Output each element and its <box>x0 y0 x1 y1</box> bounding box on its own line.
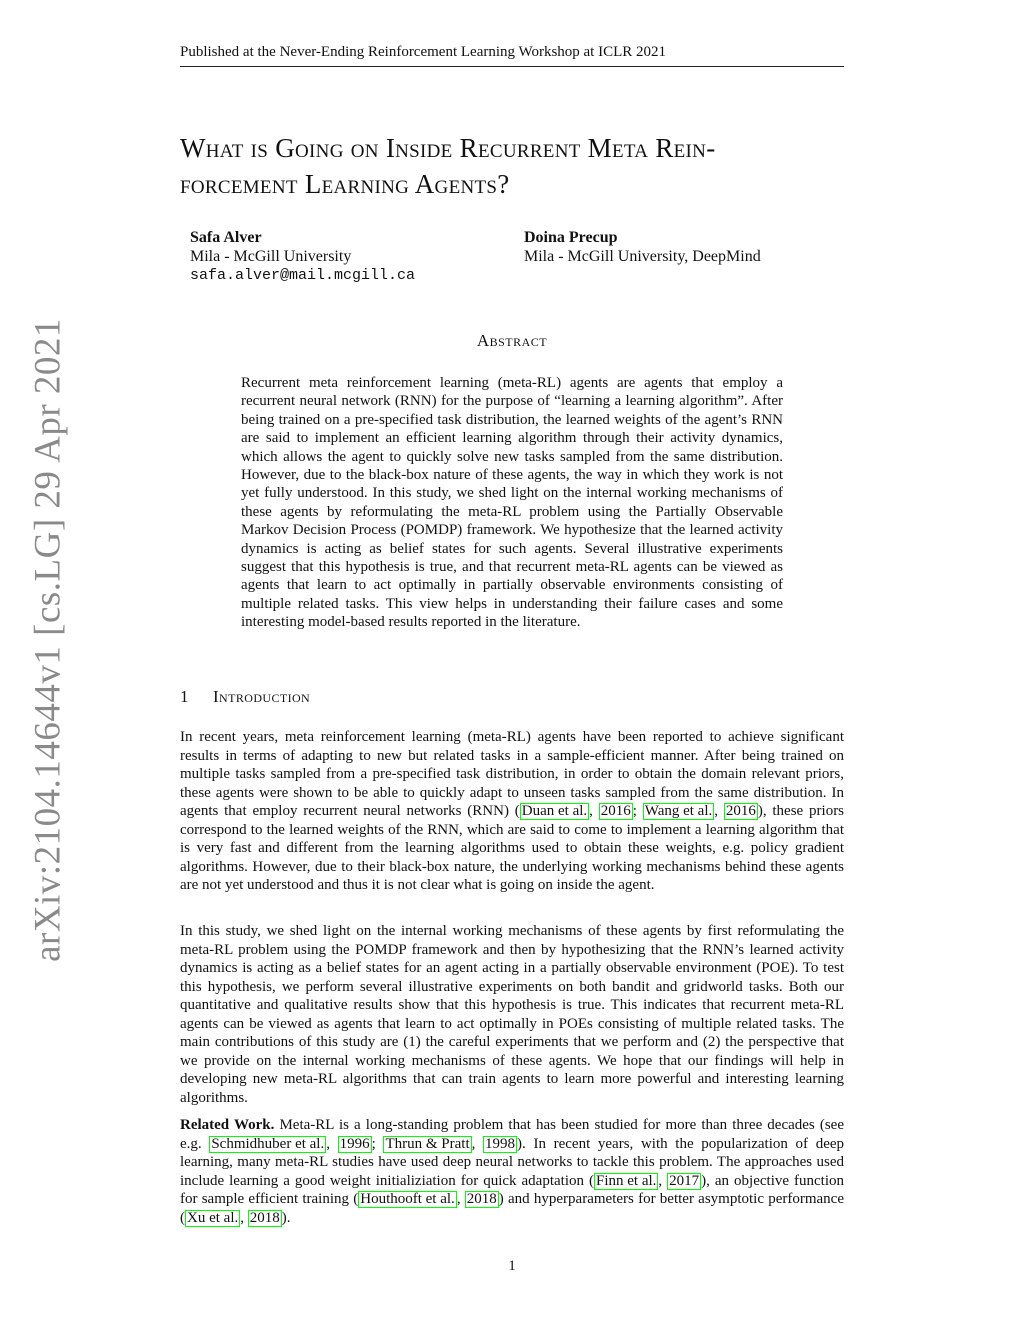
page-number: 1 <box>508 1258 516 1274</box>
citation-link[interactable]: Xu et al. <box>187 1209 239 1226</box>
citation-separator: , <box>456 1191 465 1207</box>
paragraph-text: In recent years, meta reinforcement learning (meta-RL) agents have been reported to achieve significant results in terms of adapting to new but related tasks in a sample-efficient manner. After being trained on multiple tasks sampled from a pre-specified task distribution, in order to obtain the domain relevant priors, these agents were shown to be able to quickly adapt to unseen tasks sampled from the same distribution. In agents that employ recurrent neural networks (RNN) ( <box>180 729 844 819</box>
citation-link[interactable]: 2017 <box>669 1172 700 1189</box>
paragraph-text: In this study, we shed light on the internal working mechanisms of these agents by first reformulating the meta-RL problem using the POMDP framework and then by hypothesizing that the RNN’s learned activity dynamics is acting as a belief states for an agent acting in a partially observable environment (POE). To test this hypothesis, we perform several illustrative experiments on both bandit and gridworld tasks. Both our quantitative and qualitative results show that this hypothesis is true. This indicates that recurrent meta-RL agents can be viewed as agents that learn to act optimally in POEs consisting of multiple related tasks. The main contributions of this study are (1) the careful experiments that we perform and (2) the perspective that we provide on the internal working mechanisms of these agents. We hope that our findings will help in developing new meta-RL algorithms that can train agents to learn more powerful and interesting learning algorithms. <box>180 923 844 1106</box>
citation-link[interactable]: Wang et al. <box>644 803 713 819</box>
paragraph-text: ), these priors correspond to the learned weights of the RNN, which are said to come to implement a learning algorithm that is very fast and different from the learning algorithms used to obtain these weights, e.g. policy gradient algorithms. However, due to their black-box nature, the underlying working mechanisms behind these agents are not yet understood and thus it is not clear what is going on inside the agent. <box>180 803 845 893</box>
paragraph-text: ). In recent years, with the popularization of deep learning, many meta-RL studies have used deep neural networks to tackle this problem. The approaches used include learning a good weight initializiation for quick adaptation ( <box>180 1135 845 1189</box>
citation-separator: , <box>471 1135 484 1152</box>
running-head: Published at the Never-Ending Reinforcement Learning Workshop at ICLR 2021 <box>180 44 844 67</box>
author-affiliation: Mila - McGill University, DeepMind <box>524 248 761 265</box>
related-work-paragraph <box>180 1116 844 1227</box>
citation-link[interactable]: Finn et al. <box>595 1172 657 1189</box>
author-email[interactable]: safa.alver@mail.mcgill.ca <box>190 267 416 284</box>
citation-separator: , <box>240 1209 248 1226</box>
paragraph-text: Meta-RL is a long-standing problem that has been studied for more than three decades (see e.g. <box>180 1117 844 1152</box>
paragraph-text: ) and hyperparameters for better asymptotic performance ( <box>180 1191 845 1226</box>
citation-link[interactable]: Thrun & Pratt <box>385 1135 470 1152</box>
citation-link[interactable]: 2018 <box>249 1209 280 1226</box>
citation-separator: ; <box>632 803 643 819</box>
intro-paragraph-1 <box>180 728 844 895</box>
citation-link[interactable]: 2016 <box>600 803 631 819</box>
paragraph-text: ). <box>281 1209 291 1226</box>
citation-link[interactable]: Houthooft et al. <box>360 1191 455 1207</box>
paragraph-text: ), an objective function for sample efficient training ( <box>180 1172 845 1207</box>
title-line-1: What is Going on Inside Recurrent Meta Rein- <box>180 133 716 163</box>
citation-link[interactable]: Schmidhuber et al. <box>211 1135 325 1152</box>
abstract-heading: Abstract <box>476 331 548 350</box>
citation-separator: , <box>658 1172 668 1189</box>
citation-link[interactable]: 2018 <box>466 1191 497 1207</box>
run-in-heading: Related Work. <box>180 1117 275 1133</box>
intro-paragraph-2 <box>180 922 844 1107</box>
author-name: Doina Precup <box>524 229 618 246</box>
section-heading <box>180 687 310 707</box>
citation-separator: , <box>714 803 724 819</box>
citation-link[interactable]: 2016 <box>725 803 756 819</box>
citation-separator: , <box>326 1135 338 1152</box>
title-line-2: forcement Learning Agents? <box>180 169 510 199</box>
author-block-2 <box>524 228 761 266</box>
citation-link[interactable]: 1996 <box>339 1135 370 1152</box>
arxiv-identifier-stamp: arXiv:2104.14644v1 [cs.LG] 29 Apr 2021 <box>27 318 69 962</box>
section-title: Introduction <box>213 687 311 706</box>
citation-separator: , <box>589 803 599 819</box>
citation-link[interactable]: Duan et al. <box>521 803 588 819</box>
section-number: 1 <box>180 687 189 706</box>
author-affiliation: Mila - McGill University <box>190 248 352 265</box>
abstract-text: Recurrent meta reinforcement learning (meta-RL) agents are agents that employ a recurrent neural network (RNN) for the purpose of “learning a learning algorithm”. After being trained on a pre-specified task distribution, the learned weights of the agent’s RNN are said to implement an efficient learning algorithm through their activity dynamics, which allows the agent to quickly solve new tasks sampled from the same distribution. However, due to the black-box nature of these agents, the way in which they work is not yet fully understood. In this study, we shed light on the internal working mechanisms of these agents by reformulating the meta-RL problem using the Partially Observable Markov Decision Process (POMDP) framework. We hypothesize that the learned activity dynamics is acting as belief states for such agents. Several illustrative experiments suggest that this hypothesis is true, and that recurrent meta-RL agents can be viewed as agents that learn to act optimally in partially observable environments consisting of multiple related tasks. This view helps in understanding their failure cases and some interesting model-based results reported in the literature. <box>241 375 783 631</box>
author-block-1 <box>190 228 415 285</box>
citation-link[interactable]: 1998 <box>485 1135 516 1152</box>
citation-separator: ; <box>371 1135 384 1152</box>
paper-title <box>180 130 860 202</box>
author-name: Safa Alver <box>190 229 262 246</box>
